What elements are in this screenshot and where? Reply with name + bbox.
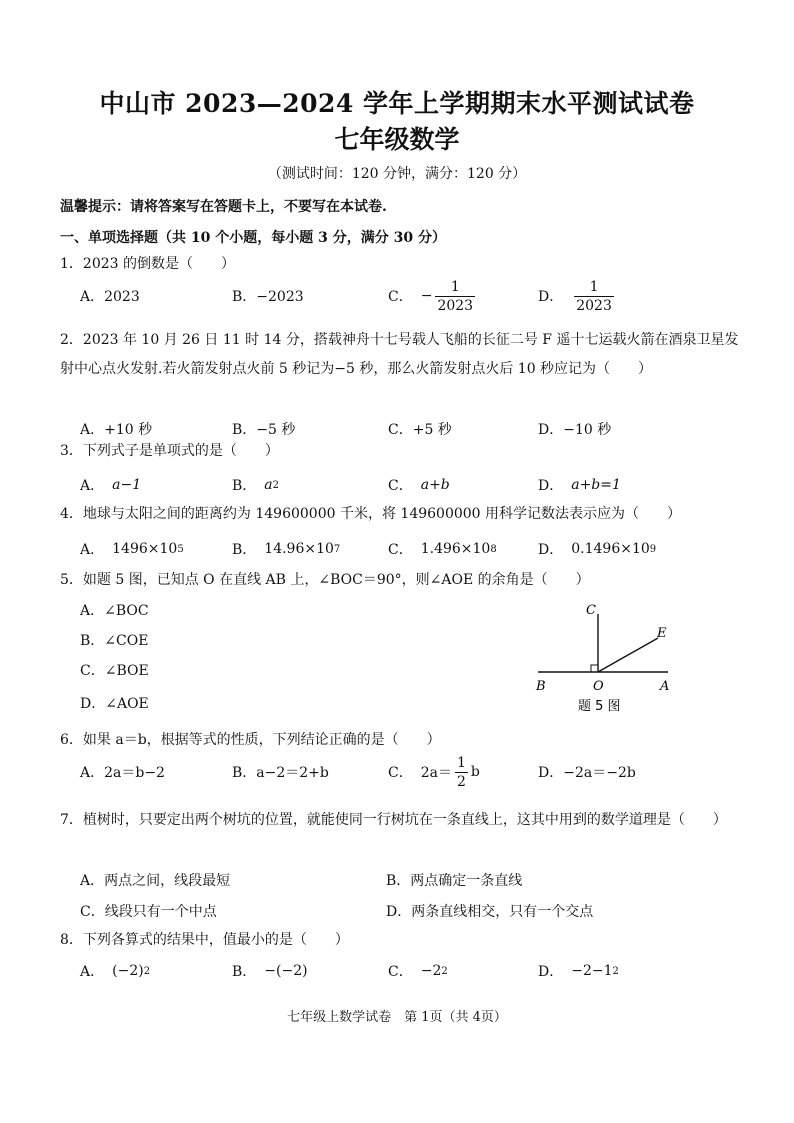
denominator: 2023 [576,297,612,314]
fraction [574,280,614,313]
option-label: C． [388,289,413,305]
expression: a+b=1 [571,477,621,493]
expression-left: 2a＝ [420,765,452,781]
option-b [232,469,279,501]
option-label: A． [80,478,105,494]
question-1-options [80,280,740,312]
option-d: D．−10 秒 [538,422,612,438]
question-6-options [80,756,740,788]
option-a: A．+10 秒 [80,422,153,438]
exponent: 2 [441,965,448,977]
option-label: B． [232,542,257,558]
exponent: 8 [490,543,497,555]
option-d [538,280,617,312]
expression-base: a [264,477,273,493]
question-5-stem: 5．如题 5 图，已知点 O 在直线 AB 上，∠BOC＝90°，则∠AOE 的余角是（ ） [60,572,590,588]
question-6-stem: 6．如果 a＝b，根据等式的性质，下列结论正确的是（ ） [60,732,441,748]
numerator: 1 [589,278,599,295]
time-info: （测试时间：120 分钟，满分：120 分） [267,166,527,182]
right-angle-mark [591,665,598,672]
option-label: A． [80,964,105,980]
option-c [388,280,478,312]
option-label: C． [388,964,413,980]
option-label: C． [388,765,413,781]
exponent: 2 [143,965,151,977]
exponent: 2 [272,479,280,491]
question-4-stem: 4．地球与太阳之间的距离约为 149600000 千米，将 149600000 用科学记数法表示应为（ ） [60,506,682,522]
denominator: 2023 [437,297,474,314]
option-c [388,955,448,987]
option-d [538,469,621,501]
option-label: B． [232,964,257,980]
option-label: D． [538,542,564,558]
expression: a−1 [112,477,142,493]
option-a [80,533,184,565]
warm-tip: 温馨提示：请将答案写在答题卡上，不要写在本试卷. [60,199,387,215]
expression-right: b [470,764,480,780]
expression-base: −2 [420,963,442,979]
option-label: D． [538,289,564,305]
option-b: B．∠COE [80,633,149,649]
figure-5-diagram [530,600,680,725]
exam-subtitle: 七年级数学 [334,125,460,154]
option-b [232,955,308,987]
point-o-label: O [593,679,604,694]
point-c-label: C [586,603,596,618]
option-c [388,533,497,565]
option-b: B．−5 秒 [232,422,296,438]
point-a-label: A [660,679,670,694]
option-b: B．a−2＝2+b [232,765,329,781]
page-footer: 七年级上数学试卷 第 1页（共 4页） [287,1010,507,1025]
question-4-options [80,533,740,565]
ray-oe [598,638,658,672]
expression-base: (−2) [112,963,144,979]
option-a: A．∠BOC [80,603,149,619]
question-3-stem: 3．下列式子是单项式的是（ ） [60,443,279,459]
denominator: 2 [456,773,466,790]
exponent: 5 [177,543,184,555]
option-d [538,533,656,565]
expression: −(−2) [264,963,308,979]
option-label: C． [388,542,413,558]
expression-base: −2−1 [571,963,613,979]
number-base: 1.496×10 [420,541,491,557]
question-8-stem: 8．下列各算式的结果中，值最小的是（ ） [60,932,349,948]
option-a [80,955,150,987]
option-label: D． [538,964,564,980]
numerator: 1 [450,278,460,295]
point-e-label: E [657,626,667,641]
option-d: D．∠AOE [80,696,149,712]
option-d: D．−2a＝−2b [538,765,636,781]
question-1-stem: 1．2023 的倒数是（ ） [60,256,235,272]
question-7-stem: 7．植树时，只要定出两个树坑的位置，就能使同一行树坑在一条直线上，这其中用到的数学道理是（ ） [60,812,727,828]
option-b [232,533,340,565]
question-2-stem: 2．2023 年 10 月 26 日 11 时 14 分，搭载神舟十七号载人飞船的长征二号 F 遥十七运载火箭在酒泉卫星发射中心点火发射.若火箭发射点火前 5 秒记为−5 秒，那么火箭发射点火后 10 秒应记为（ ） [60,332,739,377]
option-label: C． [388,478,413,494]
option-c: C．+5 秒 [388,422,452,438]
number-base: 14.96×10 [264,541,334,557]
exponent: 9 [649,543,657,555]
option-a: A．2023 [80,289,140,305]
question-3-options [80,469,740,501]
option-c [388,469,450,501]
expression: a+b [420,477,450,493]
numerator: 1 [456,754,466,771]
option-b: B．两点确定一条直线 [386,873,523,889]
fraction [435,280,475,313]
option-b: B．−2023 [232,289,304,305]
option-c [388,756,480,788]
option-label: A． [80,542,105,558]
exponent: 2 [612,965,619,977]
option-a [80,469,141,501]
exam-title: 中山市 2023—2024 学年上学期期末水平测试试卷 [99,89,695,118]
section-heading: 一、单项选择题（共 10 个小题，每小题 3 分，满分 30 分） [60,230,446,246]
fraction [455,756,468,789]
option-a: A．两点之间，线段最短 [80,873,231,889]
option-d: D．两条直线相交，只有一个交点 [386,904,594,920]
option-d [538,955,619,987]
question-8-options [80,955,740,987]
point-b-label: B [536,679,546,694]
exponent: 7 [333,543,341,555]
number-base: 1496×10 [112,541,178,557]
figure-caption: 题 5 图 [578,699,621,714]
option-label: D． [538,478,564,494]
option-c: C．线段只有一个中点 [80,904,217,920]
option-c: C．∠BOE [80,663,149,679]
option-a: A．2a＝b−2 [80,765,165,781]
minus-sign: − [420,288,433,304]
number-base: 0.1496×10 [571,541,650,557]
option-label: B． [232,478,257,494]
